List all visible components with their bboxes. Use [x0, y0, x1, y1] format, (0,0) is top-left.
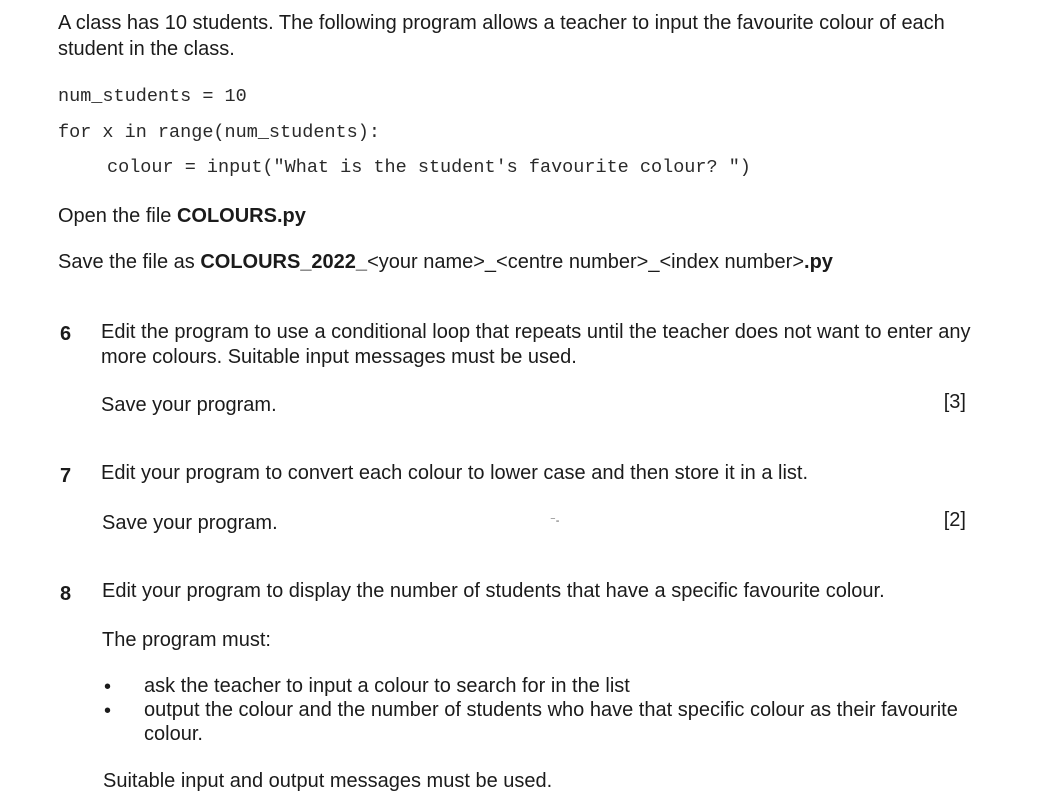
bullet-2-text: output the colour and the number of students who have that specific colour as their favourite colour. — [144, 699, 958, 745]
question-6-marks: [3] — [943, 391, 966, 413]
bullet-1-text: ask the teacher to input a colour to search for in the list — [144, 675, 630, 697]
question-8-footer: Suitable input and output messages must be used. — [103, 770, 553, 792]
question-8-number: 8 — [60, 583, 72, 605]
question-7-marks: [2] — [943, 509, 966, 531]
intro-paragraph: A class has 10 students. The following program allows a teacher to input the favourite colour of each student in the class. — [58, 12, 945, 60]
open-file-name: COLOURS.py — [176, 205, 306, 227]
save-file-instruction — [58, 251, 833, 274]
question-7-number: 7 — [60, 465, 72, 487]
bullet-2-symbol: • — [104, 700, 112, 722]
save-file-bold-part: COLOURS_2022_ — [200, 251, 368, 273]
question-8-text: Edit your program to display the number of students that have a specific favourite colour. — [102, 580, 885, 602]
question-6-text: Edit the program to use a conditional loop that repeats until the teacher does not want to enter any more colours. Suitable input messages must be used. — [101, 321, 971, 368]
save-file-name-part: <your name>_<centre number>_<index number> — [367, 251, 805, 273]
question-7-save: Save your program. — [102, 512, 278, 534]
code-line-3: colour = input("What is the student's favourite colour? ") — [107, 157, 751, 178]
stray-mark: ⁻- — [550, 515, 560, 527]
open-file-prefix: Open the file — [58, 205, 177, 227]
save-file-prefix: Save the file as — [58, 251, 201, 273]
code-line-1: num_students = 10 — [58, 86, 247, 107]
question-6-number: 6 — [60, 323, 72, 345]
bullet-1-symbol: • — [104, 676, 112, 698]
question-7-text: Edit your program to convert each colour to lower case and then store it in a list. — [101, 462, 809, 484]
question-6-save: Save your program. — [101, 394, 277, 416]
save-file-ext: .py — [804, 251, 833, 273]
open-file-instruction — [58, 205, 306, 228]
code-line-2: for x in range(num_students): — [58, 122, 380, 143]
question-8-must: The program must: — [102, 629, 271, 651]
